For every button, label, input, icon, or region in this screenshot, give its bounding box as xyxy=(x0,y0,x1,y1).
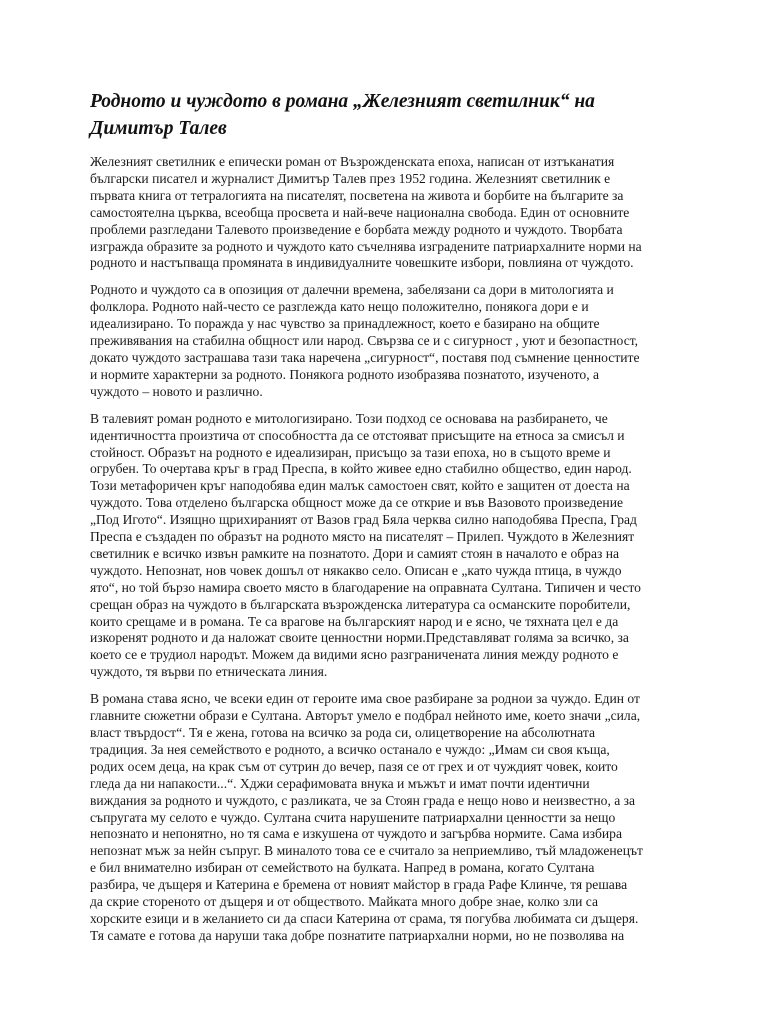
text-line: докато чуждото застрашава тази така наречена „сигурност“, поставя под съмнение ценностите xyxy=(90,349,640,365)
text-line: срещан образ на чуждото в българската възрожденска литература са османските поробители, xyxy=(90,596,631,612)
text-line: е бил внимателно избиран от семейството на булката. Напред в романа, когато Султана xyxy=(90,860,595,876)
text-line: самостоятелна църква, всеобща просвета и най-вече национална свобода. Един от основните xyxy=(90,204,630,220)
text-line: проблеми разгледани Талевото произведение е борбата между родното и чуждото. Творбата xyxy=(90,221,623,237)
paragraph xyxy=(90,154,680,272)
text-line: виждания за родното и чуждото, с разликата, че за Стоян града е нещо ново и неизвестно, а за xyxy=(90,792,636,808)
text-line: съпругата му селото е чуждо. Султана счита нарушените патриархални ценностти за нещо xyxy=(90,809,616,825)
text-line: непознат мъж за нейн съпруг. В миналото това се е считало за неприемливо, тъй младоженецът xyxy=(90,843,643,859)
text-line: традиция. За нея семейството е родното, а всичко останало е чуждо: „Имам си своя къща, xyxy=(90,741,610,757)
text-line: В талевият роман родното е митологизирано. Този подход се основава на разбирането, че xyxy=(90,410,608,426)
text-line: чуждото, тя върви по етническата линия. xyxy=(90,664,328,680)
document-title xyxy=(90,88,680,142)
text-line: и нормите характерни за родното. Понякога родното изобразява познатото, изученото, а xyxy=(90,366,600,382)
text-line: чуждото. Непознат, нов човек дошъл от някакво село. Описан е „като чужда птица, в чуждо xyxy=(90,562,622,578)
text-line: стойност. Образът на родното е идеализиран, присъщо за тази епоха, но в същото време и xyxy=(90,444,611,460)
text-line: Преспа е създаден по образът на родното място на писателят – Прилеп. Чуждото в Железният xyxy=(90,529,635,545)
text-line: преживявания на стабилна общност или народ. Свързва се и с сигурност , уют и безопастност, xyxy=(90,333,639,349)
text-line: В романа става ясно, че всеки един от героите има свое разбиране за роднои за чуждо. Един от xyxy=(90,691,640,707)
document-body xyxy=(90,154,680,945)
text-line: чуждото – новото и различно. xyxy=(90,383,263,399)
text-line: Този метафоричен кръг наподобява един малък самостоен свят, който е защитен от доеста на xyxy=(90,478,630,494)
text-line: гледа да ни напакости...“. Хджи серафимовата внука и мъжът и имат почти идентични xyxy=(90,775,590,791)
text-line: идеализирано. То поражда у нас чувство за принадлежност, което е базирано на общите xyxy=(90,316,600,332)
text-line: Тя самате е готова да наруши така добре познатите патриархални норми, но не позволява на xyxy=(90,927,625,943)
text-line: светилник е всичко извън рамките на познатото. Дори и самият стоян в началото е образ на xyxy=(90,545,620,561)
paragraph xyxy=(90,411,680,682)
paragraph xyxy=(90,691,680,945)
text-line: изкоренят родното и да наложат своите ценностни норми.Представляват голяма за всичко, за xyxy=(90,630,629,646)
text-line: „Под Игото“. Изящно щрихираният от Вазов град Бяла черква силно наподобява Преспа, Град xyxy=(90,512,637,528)
text-line: да скрие стореното от дъщеря и от обществото. Майката много добре знае, колко зли са xyxy=(90,894,599,910)
text-line: фолклора. Родното най-често се разглежда като нещо положително, понякога дори е и xyxy=(90,299,589,315)
text-line: родих осем деца, на крак съм от сутрин до вечер, пазя се от грех и от чуждият човек, които xyxy=(90,758,618,774)
text-line: изгражда образите за родното и чуждото като съчелнява изградените патриархалните норми на xyxy=(90,238,642,254)
text-line: ято“, но той бързо намира своето място в благодарение на оправната Султана. Типичен и често xyxy=(90,579,641,595)
text-line: Родното и чуждото са в опозиция от далечни времена, забелязани са дори в митологията и xyxy=(90,282,614,298)
text-line: които срещаме и в романа. Те са врагове на българският народ и е ясно, че тяхната цел е да xyxy=(90,613,619,629)
title-line: Родното и чуждото в романа „Железният светилник“ на xyxy=(90,91,595,112)
text-line: Железният светилник е епически роман от Възрожденската епоха, написан от изтъканатия xyxy=(90,154,615,169)
text-line: хорските езици и в желанието си да спаси Катерина от срама, тя погубва любимата си дъщеря. xyxy=(90,910,639,926)
text-line: чуждото. Това отделено българска общност може да се открие и във Вазовото произведение xyxy=(90,495,624,511)
paragraph xyxy=(90,282,680,400)
text-line: първата книга от тетралогията на писателят, посветена на живота и борбите на българите за xyxy=(90,187,624,203)
text-line: огрубен. То очертава кръг в град Преспа, в който живее едно стабилно общество, един народ. xyxy=(90,461,632,477)
text-line: български писател и журналист Димитър Талев през 1952 година. Железният светилник е xyxy=(90,170,611,186)
text-line: власт твърдост“. Тя е жена, готова на всичко за рода си, олицетворение на абсолютната xyxy=(90,725,595,740)
title-line: Димитър Талев xyxy=(90,118,227,139)
text-line: разбира, че дъщеря и Катерина е бремена от новият майстор в града Рафе Клинче, тя решава xyxy=(90,877,628,893)
text-line: родното и настъпваща промяната в индивидуалните човешките избори, повлияна от чуждото. xyxy=(90,255,634,271)
document-page xyxy=(90,88,680,955)
text-line: непознато и непонятно, но тя сама е изкушена от чуждото и загърбва нормите. Сама избира xyxy=(90,826,622,842)
text-line: което се е трудиол народът. Можем да видими ясно разграничената линия между родното е xyxy=(90,647,619,663)
text-line: идентичността произтича от способността да се отстояват присъщите на етноса за смисъл и xyxy=(90,427,625,443)
text-line: главните сюжетни образи е Султана. Авторът умело е подбрал нейното име, което значи „сила, xyxy=(90,708,641,724)
